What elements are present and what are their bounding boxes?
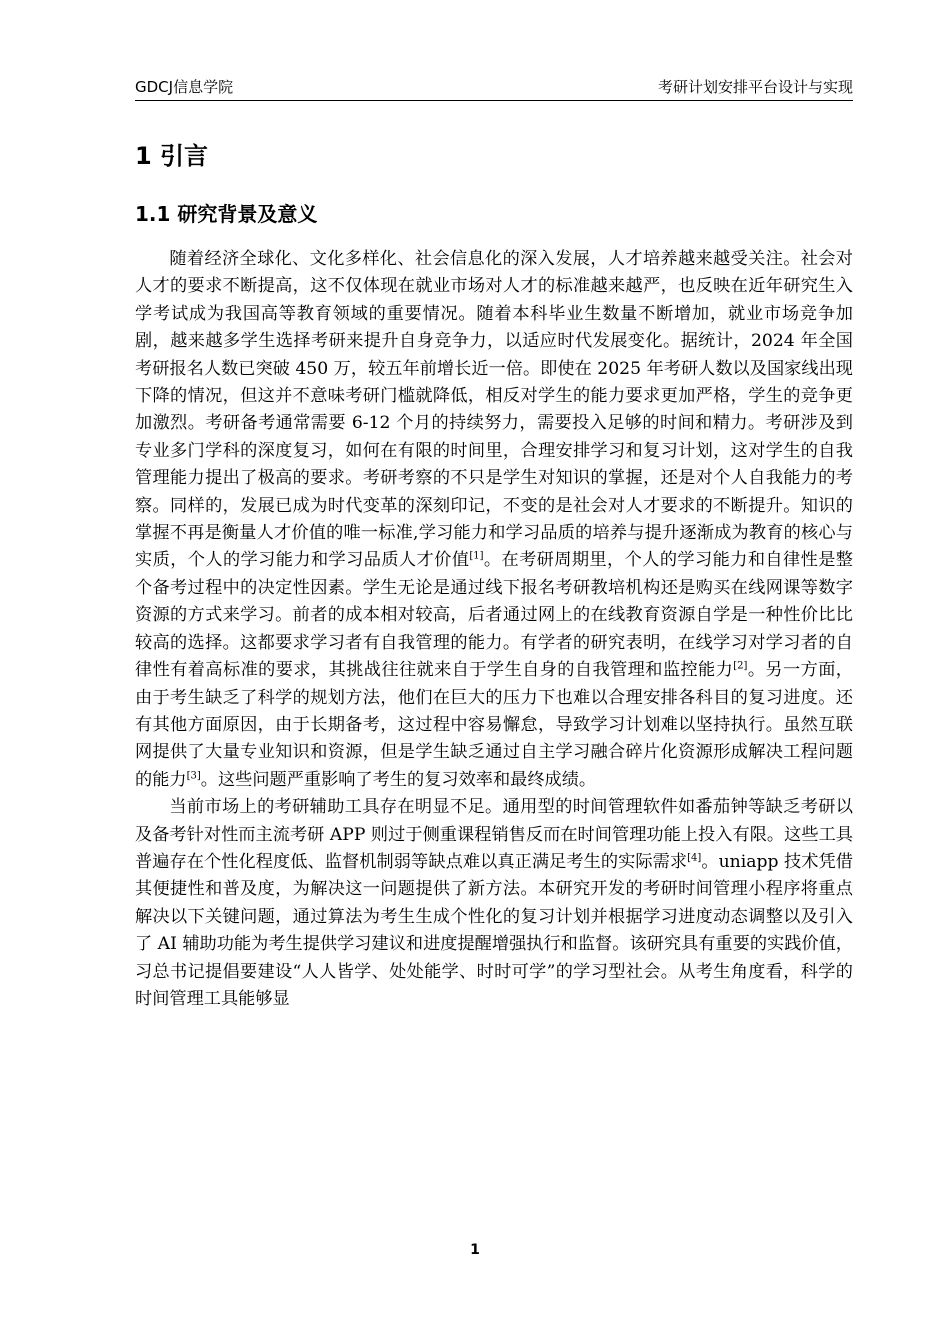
citation-1: [1] bbox=[469, 550, 484, 562]
paragraph-1 bbox=[135, 246, 853, 794]
header-institution: GDCJ信息学院 bbox=[135, 78, 234, 96]
section-heading: 1.1 研究背景及意义 bbox=[135, 202, 318, 226]
citation-2: [2] bbox=[733, 660, 748, 672]
chapter-heading: 1 引言 bbox=[135, 142, 209, 170]
body-text bbox=[135, 246, 853, 1013]
page-number: 1 bbox=[470, 1242, 480, 1258]
page-header bbox=[135, 76, 853, 101]
para1-text-3: 。另一方面，由于考生缺乏了科学的规划方法，他们在巨大的压力下也难以合理安排各科目的复习进度。还有其他方面原因，由于长期备考，这过程中容易懈怠，导致学习计划难以坚持执行。虽然互联网提供了大量专业知识和资源，但是学生缺乏通过自主学习融合碎片化资源形成解决工程问题的能力 bbox=[135, 660, 853, 790]
para2-text-2: 。uniapp 技术凭借其便捷性和普及度，为解决这一问题提供了新方法。本研究开发的考研时间管理小程序将重点解决以下关键问题，通过算法为考生生成个性化的复习计划并根据学习进度动态调整以及引入了 AI 辅助功能为考生提供学习建议和进度提醒增强执行和监督。该研究具有重要的实践价值，习总书记提倡要建设“人人皆学、处处能学、时时可学”的学习型社会。从考生角度看，科学的时间管理工具能够显 bbox=[135, 851, 853, 1009]
para1-text-1: 随着经济全球化、文化多样化、社会信息化的深入发展，人才培养越来越受关注。社会对人才的要求不断提高，这不仅体现在就业市场对人才的标准越来越严，也反映在近年研究生入学考试成为我国高等教育领域的重要情况。随着本科毕业生数量不断增加，就业市场竞争加剧，越来越多学生选择考研来提升自身竞争力，以适应时代发展变化。据统计，2024 年全国考研报名人数已突破 450 万，较五年前增长近一倍。即使在 2025 年考研人数以及国家线出现下降的情况，但这并不意味考研门槛就降低，相反对学生的能力要求更加严格，学生的竞争更加激烈。考研备考通常需要 6-12 个月的持续努力，需要投入足够的时间和精力。考研涉及到专业多门学科的深度复习，如何在有限的时间里，合理安排学习和复习计划，这对学生的自我管理能力提出了极高的要求。考研考察的不只是学生对知识的掌握，还是对个人自我能力的考察。同样的，发展已成为时代变革的深刻印记，不变的是社会对人才要求的不断提升。知识的掌握不再是衡量人才价值的唯一标准,学习能力和学习品质的培养与提升逐渐成为教育的核心与实质，个人的学习能力和学习品质人才价值 bbox=[135, 249, 853, 571]
para2-text-1: 当前市场上的考研辅助工具存在明显不足。通用型的时间管理软件如番茄钟等缺乏考研以及备考针对性而主流考研 APP 则过于侧重课程销售反而在时间管理功能上投入有限。这些工具普遍存在个性化程度低、监督机制弱等缺点难以真正满足考生的实际需求 bbox=[135, 797, 853, 872]
citation-4: [4] bbox=[687, 852, 702, 864]
para1-text-2: 。在考研周期里，个人的学习能力和自律性是整个备考过程中的决定性因素。学生无论是通过线下报名考研教培机构还是购买在线网课等数字资源的方式来学习。前者的成本相对较高，后者通过网上的在线教育资源自学是一种性价比比较高的选择。这都要求学习者有自我管理的能力。有学者的研究表明，在线学习对学习者的自律性有着高标准的要求，其挑战往往就来自于学生自身的自我管理和监控能力 bbox=[135, 550, 853, 681]
citation-3: [3] bbox=[186, 769, 201, 781]
paragraph-2 bbox=[135, 794, 853, 1013]
para1-text-4: 。这些问题严重影响了考生的复习效率和最终成绩。 bbox=[200, 769, 597, 790]
header-thesis-title: 考研计划安排平台设计与实现 bbox=[657, 78, 853, 96]
